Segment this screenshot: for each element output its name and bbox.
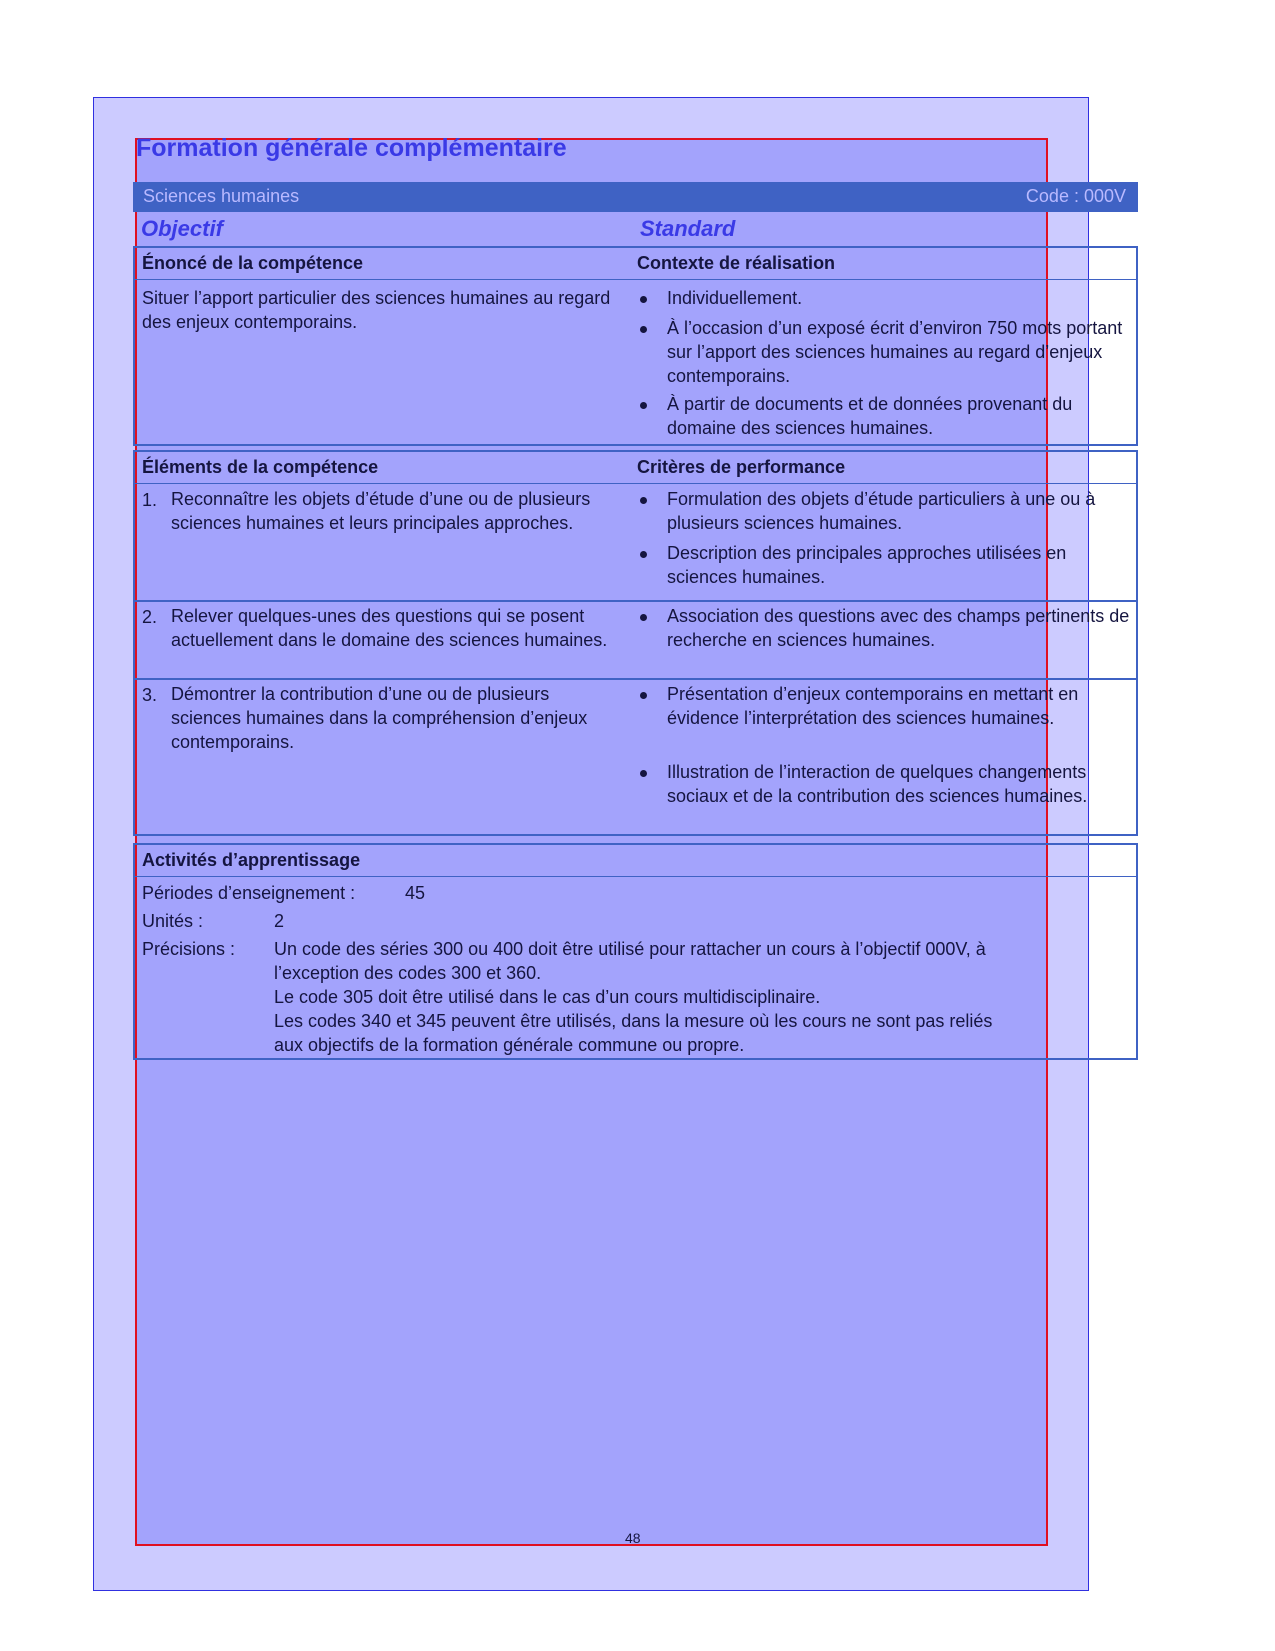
element-number: 2. [142,607,158,627]
subject-banner [133,182,1138,212]
bullet-icon [640,296,647,303]
precisions-line: Le code 305 doit être utilisé dans le cas d’un cours multidisciplinaire. [274,987,821,1007]
periodes-value: 45 [405,883,426,903]
criterion-item: Association des questions avec des champs pertinents de recherche en sciences humaines. [667,606,1130,650]
bullet-icon [640,551,647,558]
element-text: Démontrer la contribution d’une ou de plusieurs sciences humaines dans la compréhension d’enjeux contemporains. [171,684,588,752]
element-number: 3. [142,685,158,705]
elements-header: Éléments de la compétence [142,457,379,477]
periodes-label: Périodes d’enseignement : [142,883,356,903]
elements-header-row [135,452,1136,484]
bullet-icon [640,402,647,409]
row-divider [135,678,1136,680]
page-title: Formation générale complémentaire [136,134,567,162]
precisions-line: l’exception des codes 300 et 360. [274,963,542,983]
bullet-icon [640,614,647,621]
enonce-table [133,246,1138,446]
precisions-line: Les codes 340 et 345 peuvent être utilisés, dans la mesure où les cours ne sont pas reliés [274,1011,993,1031]
bullet-icon [640,497,647,504]
element-number: 1. [142,490,158,510]
precisions-line: Un code des séries 300 ou 400 doit être utilisé pour rattacher un cours à l’objectif 000V, à [274,939,986,959]
contexte-item: Individuellement. [667,288,803,308]
contexte-header: Contexte de réalisation [637,253,836,273]
criteres-header: Critères de performance [637,457,846,477]
criterion-item: Description des principales approches utilisées en sciences humaines. [667,543,1067,587]
contexte-item: À l’occasion d’un exposé écrit d’environ 750 mots portant sur l’apport des sciences humaines au regard d’enjeux contemporains. [667,318,1123,386]
contexte-item: À partir de documents et de données provenant du domaine des sciences humaines. [667,394,1073,438]
page-number: 48 [625,1530,641,1546]
bullet-icon [640,692,647,699]
activites-table [133,843,1138,1060]
activites-header: Activités d’apprentissage [142,850,361,870]
element-text: Relever quelques-unes des questions qui se posent actuellement dans le domaine des sciences humaines. [171,606,608,650]
elements-table [133,450,1138,836]
standard-heading: Standard [640,216,736,241]
element-text: Reconnaître les objets d’étude d’une ou de plusieurs sciences humaines et leurs principales approches. [171,489,591,533]
precisions-label: Précisions : [142,939,236,959]
unites-value: 2 [274,911,285,931]
enonce-header: Énoncé de la compétence [142,253,364,273]
objective-code: Code : 000V [1025,186,1126,206]
subject-label: Sciences humaines [143,186,300,206]
criterion-item: Présentation d’enjeux contemporains en mettant en évidence l’interprétation des sciences humaines. [667,684,1079,728]
precisions-line: aux objectifs de la formation générale commune ou propre. [274,1035,745,1055]
objectif-heading: Objectif [141,216,223,241]
unites-label: Unités : [142,911,204,931]
criterion-item: Illustration de l’interaction de quelques changements sociaux et de la contribution des sciences humaines. [667,762,1088,806]
enonce-header-row [135,248,1136,280]
bullet-icon [640,326,647,333]
criterion-item: Formulation des objets d’étude particuliers à une ou à plusieurs sciences humaines. [667,489,1096,533]
bullet-icon [640,770,647,777]
competence-statement: Situer l’apport particulier des sciences humaines au regard des enjeux contemporains. [142,288,611,332]
activites-header-row [135,845,1136,877]
row-divider [135,600,1136,602]
